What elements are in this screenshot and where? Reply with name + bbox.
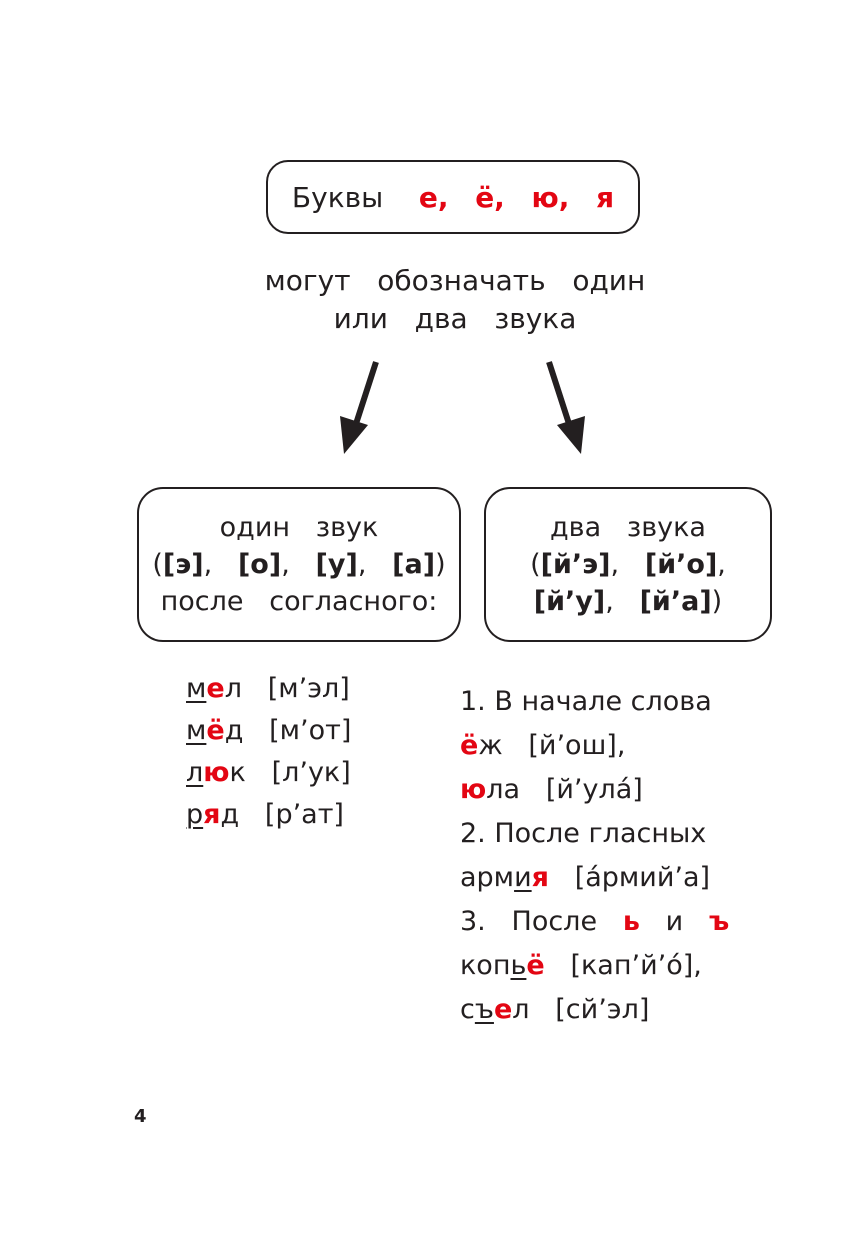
two-sounds-box xyxy=(484,487,772,642)
list-item: копьё [кап’й’ó], xyxy=(460,950,702,981)
rule-3-heading: 3. После ь и ъ xyxy=(460,906,730,937)
arrow-left-icon xyxy=(340,362,376,454)
subtitle-line-1: могут обозначать один xyxy=(264,264,646,297)
title-letter-yo: ё, xyxy=(475,180,505,214)
two-sounds-examples xyxy=(460,680,772,1032)
one-sound-box xyxy=(137,487,461,642)
list-item: съел [сй’эл] xyxy=(460,994,650,1025)
list-item: юла [й’улá] xyxy=(460,774,643,805)
arrow-right-icon xyxy=(549,362,585,454)
title-letter-e: е, xyxy=(418,180,449,214)
two-sounds-list-2: [й’у], [й’а]) xyxy=(533,586,723,617)
list-item: мёд [м’от] xyxy=(186,715,352,746)
two-sounds-list-1: ([й’э], [й’о], xyxy=(530,549,726,580)
one-sound-list: ([э], [о], [у], [а]) xyxy=(152,549,446,580)
one-sound-heading: один звук xyxy=(219,512,379,543)
title-letter-ya: я xyxy=(596,180,615,214)
subtitle-line-2: или два звука xyxy=(333,302,577,335)
list-item: ёж [й’ош], xyxy=(460,730,626,761)
two-sounds-heading: два звука xyxy=(550,512,706,543)
list-item: мел [м’эл] xyxy=(186,673,350,704)
title-letter-yu: ю, xyxy=(531,180,570,214)
rule-2-heading: 2. После гласных xyxy=(460,818,707,849)
page-number: 4 xyxy=(134,1106,147,1127)
one-sound-examples xyxy=(186,668,351,836)
rule-1-heading: 1. В начале слова xyxy=(460,686,712,717)
one-sound-note: после согласного: xyxy=(160,586,438,617)
list-item: ряд [р’ат] xyxy=(186,799,344,830)
list-item: люк [л’ук] xyxy=(186,757,351,788)
list-item: армия [áрмий’а] xyxy=(460,862,711,893)
title-prefix: Буквы xyxy=(291,180,384,214)
